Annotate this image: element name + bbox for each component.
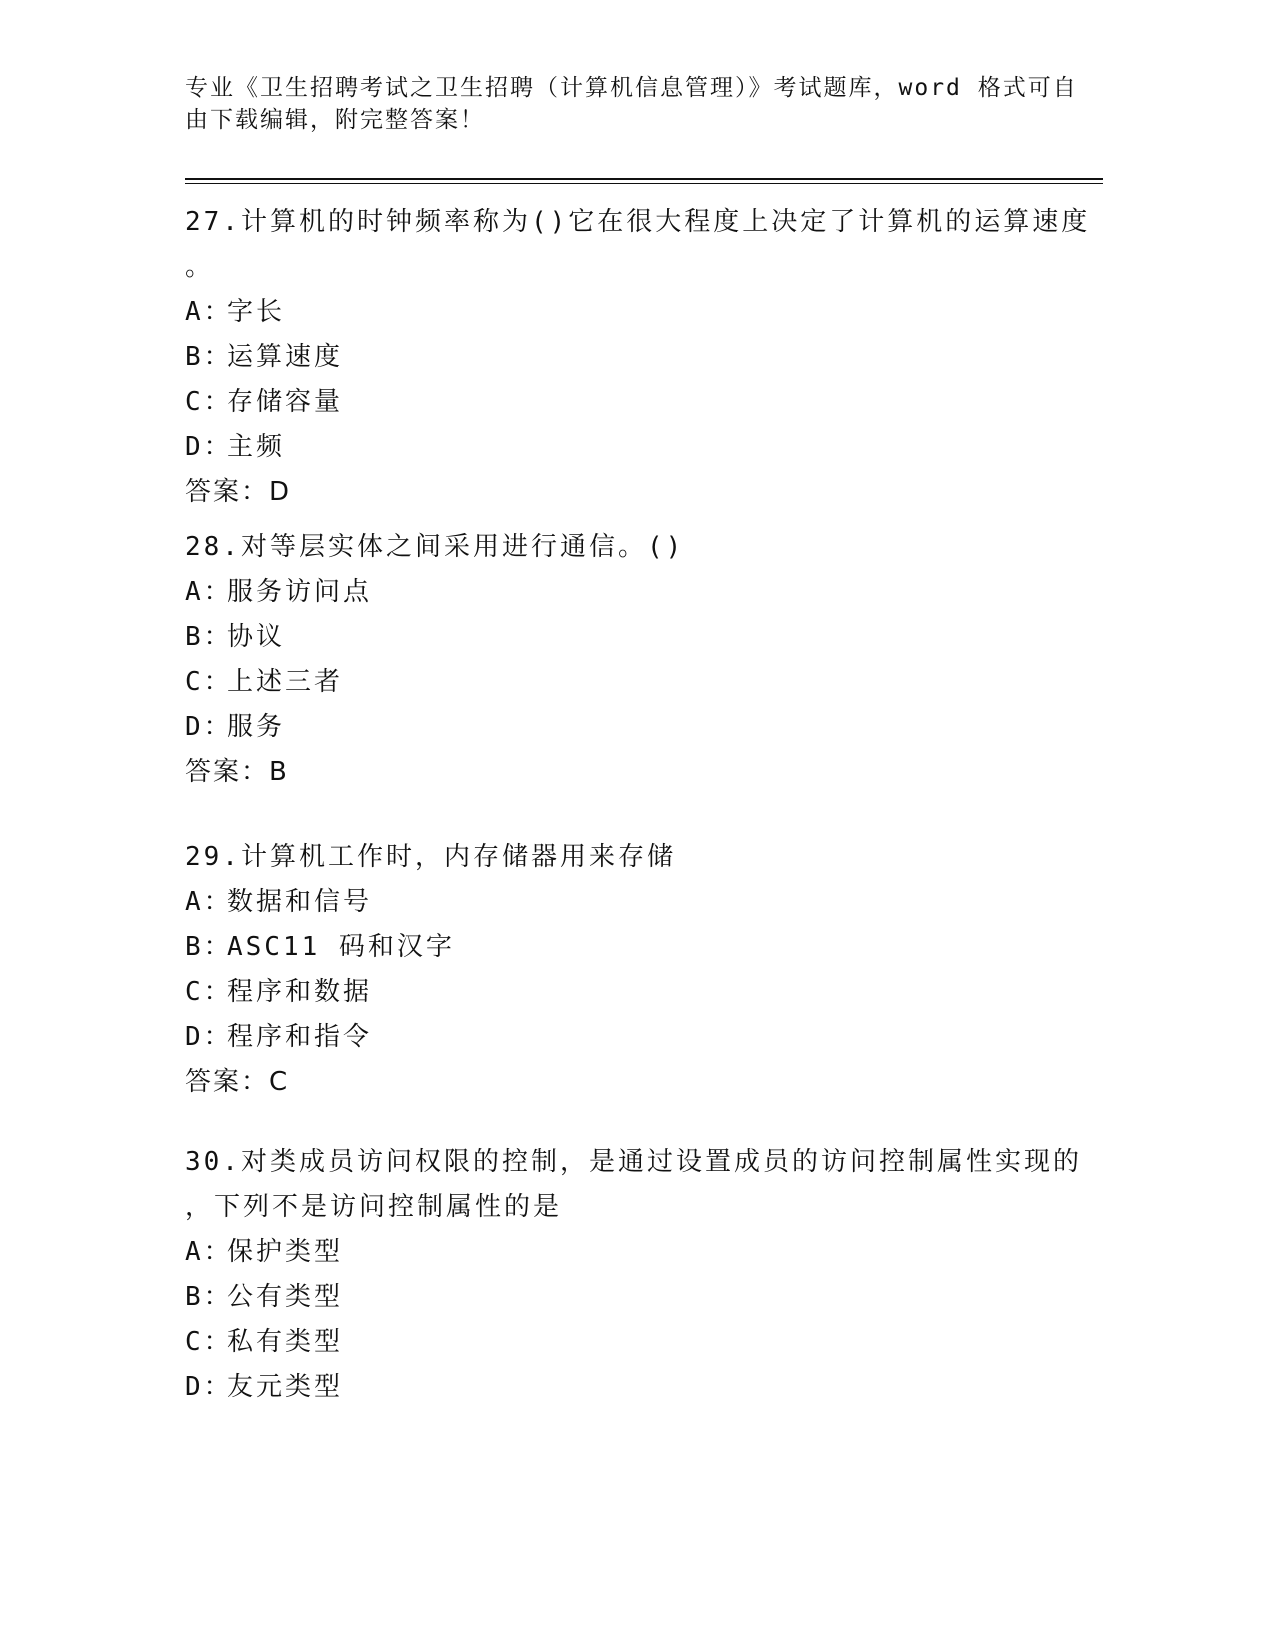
option-c [185, 660, 1085, 705]
option-d [185, 1015, 1085, 1060]
option-key: D： [185, 1022, 233, 1052]
option-key: D： [185, 712, 233, 742]
option-key: C： [185, 667, 233, 697]
header-divider-thin [185, 183, 1103, 184]
option-key: A： [185, 887, 233, 917]
question-stem-line: 27.计算机的时钟频率称为()它在很大程度上决定了计算机的运算速度 [185, 207, 1091, 237]
option-b [185, 335, 1085, 380]
option-d [185, 705, 1085, 750]
option-key: B： [185, 622, 233, 652]
option-text: 字长 [227, 297, 286, 327]
option-text: 数据和信号 [227, 887, 373, 917]
option-key: C： [185, 977, 233, 1007]
option-key: B： [185, 1282, 233, 1312]
option-key: D： [185, 432, 233, 462]
question-stem-line: 30.对类成员访问权限的控制，是通过设置成员的访问控制属性实现的 [185, 1147, 1082, 1177]
option-text: 协议 [227, 622, 286, 652]
option-key: C： [185, 387, 233, 417]
header-line-2: 由下载编辑，附完整答案！ [185, 107, 485, 133]
option-key: D： [185, 1372, 233, 1402]
option-a [185, 290, 1085, 335]
option-key: B： [185, 932, 233, 962]
option-text: 友元类型 [227, 1372, 344, 1402]
option-c [185, 1320, 1085, 1365]
document-header [185, 72, 1078, 136]
option-key: C： [185, 1327, 233, 1357]
option-a [185, 570, 1085, 615]
question-stem-line: 28.对等层实体之间采用进行通信。() [185, 532, 685, 562]
option-key: A： [185, 1237, 233, 1267]
option-text: ASC11 码和汉字 [227, 932, 455, 962]
answer-line: 答案：B [185, 757, 289, 787]
option-text: 程序和指令 [227, 1022, 373, 1052]
option-b [185, 615, 1085, 660]
option-text: 主频 [227, 432, 286, 462]
header-line-1: 专业《卫生招聘考试之卫生招聘（计算机信息管理）》考试题库，word 格式可自 [185, 75, 1078, 101]
option-c [185, 970, 1085, 1015]
option-d [185, 1365, 1085, 1410]
option-text: 服务访问点 [227, 577, 373, 607]
option-c [185, 380, 1085, 425]
option-text: 上述三者 [227, 667, 344, 697]
option-text: 公有类型 [227, 1282, 344, 1312]
question-27 [185, 200, 1091, 515]
answer-line: 答案：C [185, 1067, 290, 1097]
option-text: 运算速度 [227, 342, 344, 372]
option-key: A： [185, 297, 233, 327]
header-divider-thick [185, 178, 1103, 180]
option-key: A： [185, 577, 233, 607]
option-text: 私有类型 [227, 1327, 344, 1357]
option-text: 保护类型 [227, 1237, 344, 1267]
option-text: 程序和数据 [227, 977, 373, 1007]
option-b [185, 925, 1085, 970]
option-d [185, 425, 1085, 470]
question-stem-line: 。 [185, 252, 215, 282]
option-key: B： [185, 342, 233, 372]
answer-line: 答案：D [185, 477, 292, 507]
question-stem-line: ，下列不是访问控制属性的是 [185, 1192, 563, 1222]
option-text: 存储容量 [227, 387, 344, 417]
option-b [185, 1275, 1085, 1320]
question-29 [185, 835, 1085, 1105]
option-a [185, 1230, 1085, 1275]
option-a [185, 880, 1085, 925]
question-30 [185, 1140, 1085, 1410]
option-text: 服务 [227, 712, 286, 742]
question-28 [185, 525, 1085, 795]
question-stem-line: 29.计算机工作时，内存储器用来存储 [185, 842, 676, 872]
